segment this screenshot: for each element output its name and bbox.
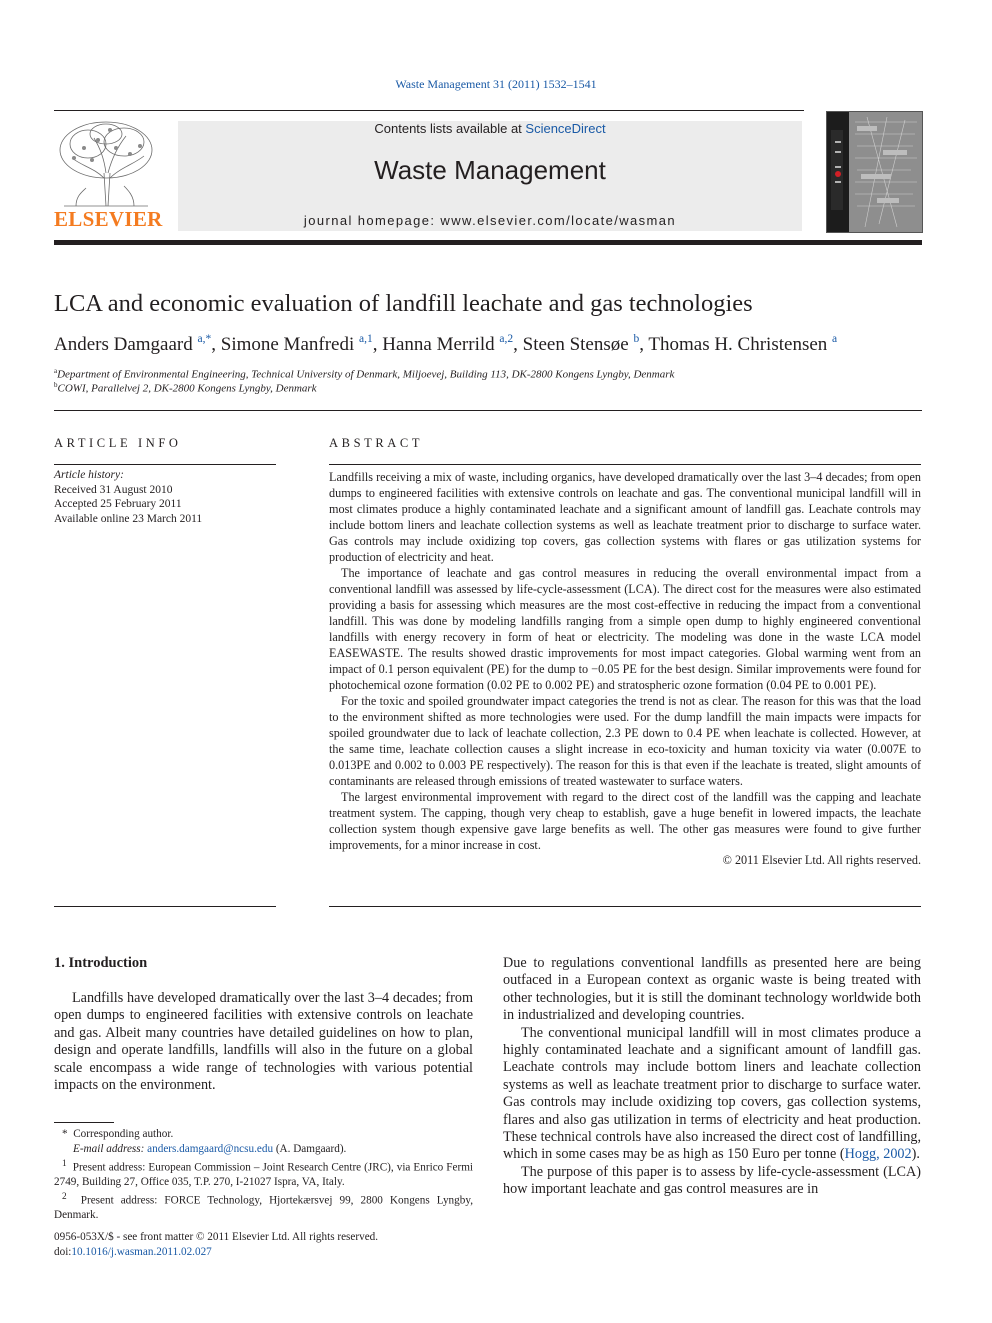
article-info-heading: ARTICLE INFO: [54, 436, 182, 450]
author-marks[interactable]: a: [832, 333, 838, 345]
author-name[interactable]: Anders Damgaard: [54, 334, 193, 355]
author-name[interactable]: Simone Manfredi: [220, 334, 355, 355]
author-marks[interactable]: a,*: [197, 333, 212, 345]
body-left-column: [54, 990, 473, 1094]
history-label: Article history:: [54, 469, 124, 481]
footnotes: [54, 1127, 473, 1223]
history-accepted: Accepted 25 February 2011: [54, 498, 182, 511]
article-info-bottom-rule: [54, 906, 276, 907]
author-name[interactable]: Thomas H. Christensen: [648, 334, 828, 355]
page-footer: [54, 1230, 494, 1259]
abstract-bottom-rule: [329, 906, 921, 907]
contents-line: Contents lists available at ScienceDirect: [374, 121, 606, 136]
article-info-rule: [54, 464, 276, 465]
footnote-rule: [54, 1122, 114, 1123]
author-marks[interactable]: a,1: [359, 333, 373, 345]
journal-title[interactable]: Waste Management: [374, 155, 606, 185]
elsevier-wordmark: ELSEVIER: [54, 207, 163, 231]
body-paragraph: Landfills have developed dramatically over the last 3–4 decades; from open dumps to engineered facilities with extensive controls on leachate and gas. Albeit many countries have detailed guidelines on how to plan, design and operate landfills, landfills will also in the future on a global scale encompass a wide range of technologies with various potential impacts on the environment.: [54, 990, 473, 1094]
body-right-column: [503, 955, 921, 1199]
section-rule: [54, 410, 922, 411]
abstract-rule: [329, 464, 921, 465]
footnote-email: E-mail address: anders.damgaard@ncsu.edu (A. Damgaard).: [73, 1142, 347, 1155]
abstract-heading: ABSTRACT: [329, 436, 424, 450]
footnote-2: $^2$ Present address: FORCE Technology, Hjortekærsvej 99, 2800 Kongens Lyngby, Denmark.: [54, 1191, 473, 1222]
history-online: Available online 23 March 2011: [54, 512, 203, 525]
author-marks[interactable]: b: [633, 333, 640, 345]
footnote-1: $^1$ Present address: European Commission – Joint Research Centre (JRC), via Enrico Fermi 2749, Building 27, Office 035, T.P. 270, I-21027 Ispra, VA, Italy.: [54, 1158, 474, 1189]
author-name[interactable]: Hanna Merrild: [382, 334, 495, 355]
doi-link[interactable]: 10.1016/j.wasman.2011.02.027: [71, 1245, 212, 1258]
journal-citation[interactable]: Waste Management 31 (2011) 1532–1541: [395, 77, 597, 91]
affiliation-a: $^a$Department of Environmental Engineering, Technical University of Denmark, Miljoevej, Building 113, DK-2800 Kongens Lyngby, Denmark: [54, 367, 675, 381]
header-rule: [54, 110, 804, 111]
article-title: LCA and economic evaluation of landfill leachate and gas technologies: [54, 290, 753, 317]
history-received: Received 31 August 2010: [54, 483, 173, 496]
doi-line: doi:10.1016/j.wasman.2011.02.027: [54, 1245, 212, 1258]
affiliation-b: $^b$COWI, Parallelvej 2, DK-2800 Kongens Lyngby, Denmark: [54, 381, 317, 395]
reference-link-hogg[interactable]: Hogg, 2002: [844, 1146, 912, 1163]
author-email-link[interactable]: anders.damgaard@ncsu.edu: [147, 1142, 274, 1155]
author-list: Anders Damgaard $^{a,*}$, Simone Manfredi $^{a,1}$, Hanna Merrild $^{a,2}$, Steen Stensøe $^b$, Thomas H. Christensen $^a$: [54, 333, 838, 355]
body-paragraph: Due to regulations conventional landfills as presented here are being outfaced in a European context as organic waste is being treated with other technologies, but it is still the dominant technology worldwide both in industrialized and developing countries.: [503, 955, 921, 1024]
abstract-copyright: © 2011 Elsevier Ltd. All rights reserved.: [722, 853, 921, 867]
body-paragraph: The conventional municipal landfill will in most climates produce a highly contaminated leachate and a significant amount of landfill gas. Leachate controls may include bottom liners and leachate collection systems as well as leachate treatment prior to discharge to surface water. Gas controls may include oxidizing top covers, gas collection systems, flares and also gas utilization in terms of electricity and heat production. These technical controls have also increased the direct cost of landfilling, which in some cases may be as high as 150 Euro per tonne (Hogg, 2002).: [503, 1024, 921, 1163]
footnote-corresponding: * Corresponding author.: [62, 1128, 174, 1140]
sciencedirect-link[interactable]: ScienceDirect: [525, 121, 606, 136]
abstract-paragraph: The importance of leachate and gas control measures in reducing the overall environmental impact from a conventional landfill was assessed by life-cycle-assessment (LCA). The direct cost for the measures were also estimated providing a basis for assessing which measures are the most cost-effective in reducing the impact from a conventional landfill. This was done by modeling landfills ranging from a simple open dump to highly engineered conventional landfills with energy recovery in form of heat or electricity. The modeling was done in the waste LCA model EASEWASTE. The results showed drastic improvements for most impact categories. Global warming went from an impact of 0.1 person equivalent (PE) for the dump to −0.05 PE for the best design. Similar improvements were found for photochemical ozone formation (0.02 PE to 0.002 PE) and stratospheric ozone formation (0.04 PE to 0.001 PE).: [329, 566, 921, 692]
cover-image-icon: [827, 112, 922, 232]
article-history: [54, 468, 276, 526]
abstract-paragraph: The largest environmental improvement with regard to the direct cost of the landfill was the capping and leachate treatment system. The capping, though very cheap to establish, gave a huge benefit in lowered impacts, the leachate collection system though expensive gave large benefits as well. The other gas measures were found to give further improvements, for a minor increase in cost.: [329, 790, 921, 852]
abstract-paragraph: For the toxic and spoiled groundwater impact categories the trend is not as clear. The reason for this was that the load to the environment shifted as more technologies were used. For the dump landfill the main impacts were impacts for spoiled groundwater due to lack of leachate collection, 2.3 PE down to 0.4 PE when leachate is collected. However, at the same time, leachate collection causes a slight increase in eco-toxicity and human toxicity via water (0.007E to 0.013PE and 0.002 to 0.003 PE respectively). The reason for this is that even if the leachate is treated, slight amounts of contaminants are released through emissions of treated wastewater to surface waters.: [329, 694, 921, 788]
abstract-paragraph: Landfills receiving a mix of waste, including organics, have developed dramatically over the last 3–4 decades; from open dumps to engineered facilities with extensive controls on leachate and gas. The conventional municipal landfill will in most climates produce a highly contaminated leachate and a significant amount of landfill gas. Leachate controls may include bottom liners and leachate collection systems as well as leachate treatment prior to discharge to surface water. Gas controls may include oxidizing top covers, gas collection systems with flares or gas utilization systems for production of electricity and heat.: [329, 470, 921, 564]
section-heading-introduction: 1. Introduction: [54, 955, 148, 971]
tree-icon: [54, 118, 158, 208]
journal-banner: [178, 121, 802, 231]
journal-homepage[interactable]: journal homepage: www.elsevier.com/locate/wasman: [303, 213, 677, 228]
issn-line: 0956-053X/$ - see front matter © 2011 Elsevier Ltd. All rights reserved.: [54, 1231, 379, 1243]
header-thick-rule: [54, 240, 922, 245]
author-name[interactable]: Steen Stensøe: [522, 334, 629, 355]
journal-cover-thumbnail[interactable]: [826, 111, 923, 233]
body-paragraph: The purpose of this paper is to assess by life-cycle-assessment (LCA) how important leachate and gas control measures are in: [503, 1163, 921, 1198]
abstract-body: [329, 469, 921, 868]
elsevier-logo[interactable]: [54, 118, 163, 232]
author-marks[interactable]: a,2: [499, 333, 514, 345]
